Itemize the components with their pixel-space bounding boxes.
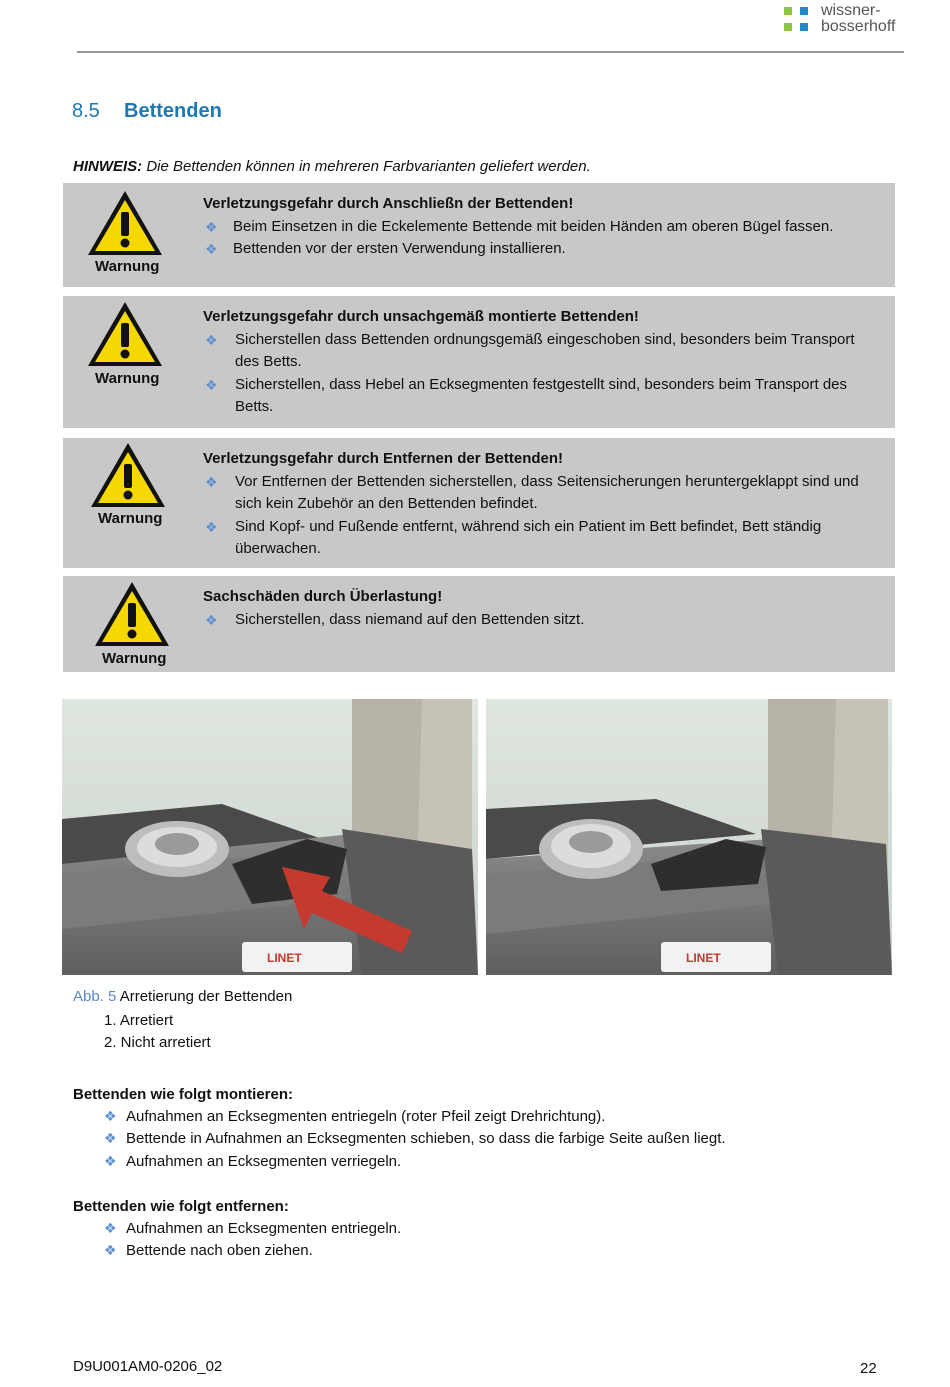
warning-box xyxy=(63,296,895,428)
warning-triangle-icon xyxy=(88,440,168,510)
figure-number: Abb. 5 xyxy=(73,988,117,1005)
note-line xyxy=(73,158,591,175)
logo-text-line2: bosserhoff xyxy=(821,18,896,35)
figure-item-1: 1. Arretiert xyxy=(104,1012,174,1029)
warning-bullet: ❖ Beim Einsetzen in die Eckelemente Bettende mit beiden Händen am oberen Bügel fassen. xyxy=(203,216,875,239)
warning-box xyxy=(63,183,895,287)
figure-title: Arretierung der Bettenden xyxy=(116,988,293,1005)
warning-label: Warnung xyxy=(102,650,167,667)
warning-title: Verletzungsgefahr durch unsachgemäß montierte Bettenden! xyxy=(203,308,639,325)
warning-triangle-icon xyxy=(92,579,172,649)
warning-content xyxy=(203,306,875,419)
warning-label: Warnung xyxy=(95,370,160,387)
remove-step: ❖ Bettende nach oben ziehen. xyxy=(104,1242,313,1259)
brand-label: LINET xyxy=(267,951,302,965)
mount-step: ❖ Bettende in Aufnahmen an Ecksegmenten schieben, so dass die farbige Seite außen liegt. xyxy=(104,1130,726,1147)
warning-content xyxy=(203,193,875,261)
warning-title: Verletzungsgefahr durch Anschließn der Bettenden! xyxy=(203,195,574,212)
warning-bullet: ❖ Vor Entfernen der Bettenden sicherstellen, dass Seitensicherungen heruntergeklappt sind und sich kein Zubehör an den Bettenden befindet. xyxy=(205,472,859,512)
warning-title: Sachschäden durch Überlastung! xyxy=(203,588,443,605)
company-logo xyxy=(784,2,914,38)
diamond-bullet-icon: ❖ xyxy=(205,331,218,348)
figure-item-2: 2. Nicht arretiert xyxy=(104,1034,211,1051)
note-label: HINWEIS: xyxy=(73,158,143,175)
mount-heading: Bettenden wie folgt montieren: xyxy=(73,1086,294,1103)
diamond-bullet-icon: ❖ xyxy=(104,1220,117,1236)
photo-locked xyxy=(62,699,478,975)
page-number: 22 xyxy=(860,1360,877,1377)
header-divider xyxy=(77,51,904,53)
section-title: Bettenden xyxy=(124,100,222,122)
warning-bullet: ❖ Bettenden vor der ersten Verwendung installieren. xyxy=(203,238,875,261)
warning-label: Warnung xyxy=(95,258,160,275)
diamond-bullet-icon: ❖ xyxy=(104,1130,117,1146)
warning-box xyxy=(63,576,895,672)
diamond-bullet-icon: ❖ xyxy=(205,218,218,235)
warning-content xyxy=(203,448,875,561)
warning-bullet: ❖ Sicherstellen dass Bettenden ordnungsgemäß eingeschoben sind, besonders beim Transport des Betts. xyxy=(205,330,855,370)
logo-square-icon xyxy=(784,23,792,31)
logo-square-icon xyxy=(800,7,808,15)
warning-content xyxy=(203,586,875,631)
section-number: 8.5 xyxy=(72,100,100,122)
warning-bullet: ❖ Sicherstellen, dass Hebel an Ecksegmenten festgestellt sind, besonders beim Transport des Betts. xyxy=(205,375,847,415)
brand-label: LINET xyxy=(686,951,721,965)
mount-step: ❖ Aufnahmen an Ecksegmenten entriegeln (roter Pfeil zeigt Drehrichtung). xyxy=(104,1108,606,1125)
diamond-bullet-icon: ❖ xyxy=(205,473,218,490)
diamond-bullet-icon: ❖ xyxy=(104,1108,117,1124)
warning-box xyxy=(63,438,895,568)
document-id: D9U001AM0-0206_02 xyxy=(73,1358,223,1375)
diamond-bullet-icon: ❖ xyxy=(104,1242,117,1258)
logo-square-icon xyxy=(800,23,808,31)
warning-title: Verletzungsgefahr durch Entfernen der Bettenden! xyxy=(203,450,564,467)
note-text: Die Bettenden können in mehreren Farbvarianten geliefert werden. xyxy=(142,158,591,175)
section-heading xyxy=(72,100,222,123)
diamond-bullet-icon: ❖ xyxy=(205,518,218,535)
photo-unlocked xyxy=(486,699,892,975)
warning-triangle-icon xyxy=(85,299,165,369)
diamond-bullet-icon: ❖ xyxy=(104,1153,117,1169)
mount-step: ❖ Aufnahmen an Ecksegmenten verriegeln. xyxy=(104,1153,402,1170)
logo-square-icon xyxy=(784,7,792,15)
remove-heading: Bettenden wie folgt entfernen: xyxy=(73,1198,289,1215)
diamond-bullet-icon: ❖ xyxy=(205,376,218,393)
warning-triangle-icon xyxy=(85,188,165,258)
warning-bullet: ❖ Sind Kopf- und Fußende entfernt, während sich ein Patient im Bett befindet, Bett ständig überwachen. xyxy=(205,517,822,557)
warning-label: Warnung xyxy=(98,510,163,527)
logo-text-line1: wissner- xyxy=(821,2,881,19)
figure-caption xyxy=(73,988,292,1005)
diamond-bullet-icon: ❖ xyxy=(205,241,218,257)
remove-step: ❖ Aufnahmen an Ecksegmenten entriegeln. xyxy=(104,1220,402,1237)
diamond-bullet-icon: ❖ xyxy=(205,611,218,628)
warning-bullet: ❖ Sicherstellen, dass niemand auf den Bettenden sitzt. xyxy=(203,609,875,632)
